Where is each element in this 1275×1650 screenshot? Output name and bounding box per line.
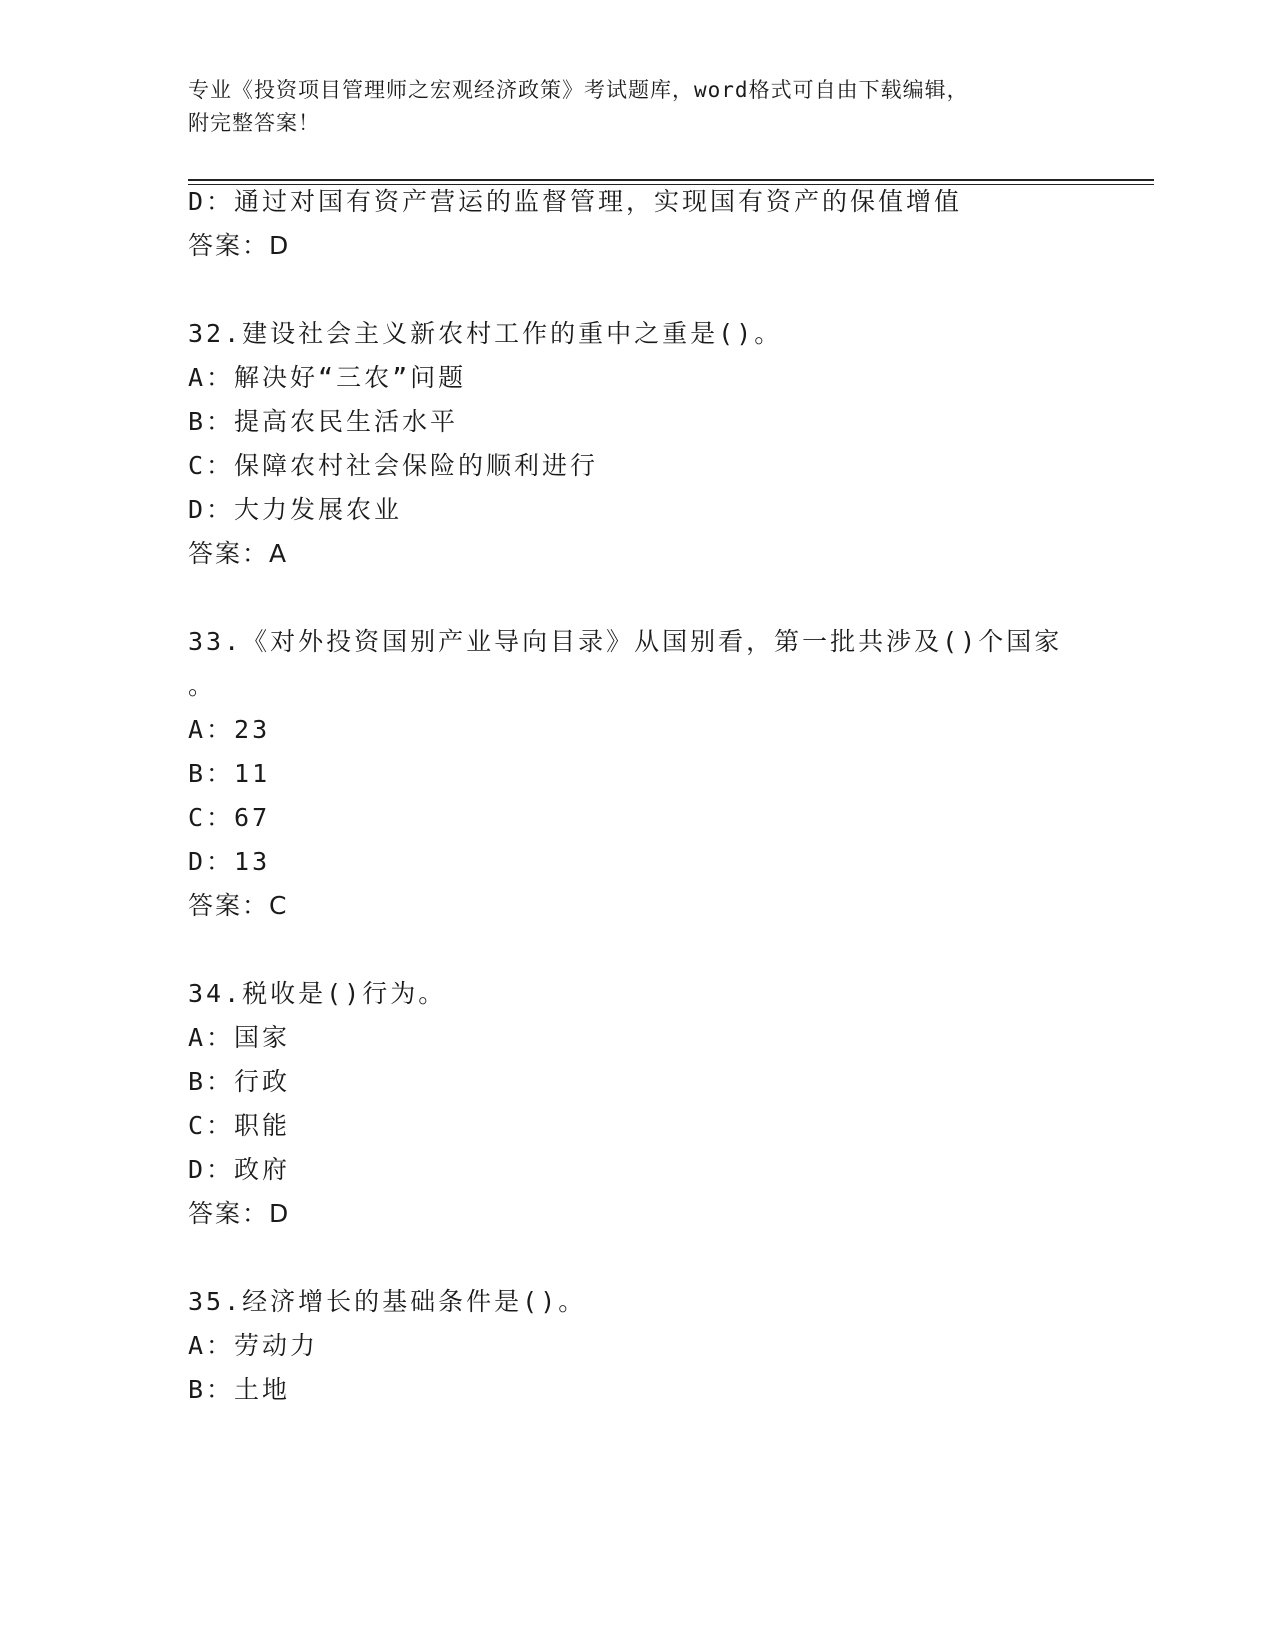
document-header [188, 74, 1088, 140]
q32-answer: 答案：A [188, 539, 289, 568]
q34-option-a: A：国家 [188, 1023, 291, 1052]
q34-option-c: C：职能 [188, 1111, 291, 1140]
header-divider-thin [188, 184, 1154, 185]
q35-option-b: B：土地 [188, 1375, 291, 1404]
q31-answer: 答案：D [188, 231, 291, 260]
q35-question: 35.经济增长的基础条件是()。 [188, 1287, 587, 1316]
q32-option-b: B：提高农民生活水平 [188, 407, 459, 436]
header-title-line2: 附完整答案！ [188, 111, 320, 135]
q33-option-b: B：11 [188, 759, 271, 788]
q34-option-d: D：政府 [188, 1155, 291, 1184]
header-title-line1: 专业《投资项目管理师之宏观经济政策》考试题库，word格式可自由下载编辑， [188, 78, 969, 102]
q33-question: 33.《对外投资国别产业导向目录》从国别看，第一批共涉及()个国家 [188, 627, 1063, 656]
q32-question: 32.建设社会主义新农村工作的重中之重是()。 [188, 319, 783, 348]
q33-answer: 答案：C [188, 891, 289, 920]
q31-option-d: D：通过对国有资产营运的监督管理，实现国有资产的保值增值 [188, 187, 963, 216]
q34-option-b: B：行政 [188, 1067, 291, 1096]
q35-option-a: A：劳动力 [188, 1331, 319, 1360]
q33-option-d: D：13 [188, 847, 271, 876]
q34-answer: 答案：D [188, 1199, 291, 1228]
header-divider-thick [188, 179, 1154, 181]
q33-option-a: A：23 [188, 715, 271, 744]
q32-option-a: A：解决好“三农”问题 [188, 363, 467, 392]
q33-option-c: C：67 [188, 803, 271, 832]
q32-option-c: C：保障农村社会保险的顺利进行 [188, 451, 599, 480]
q33-question-continuation: 。 [188, 671, 217, 700]
q32-option-d: D：大力发展农业 [188, 495, 403, 524]
q34-question: 34.税收是()行为。 [188, 979, 447, 1008]
